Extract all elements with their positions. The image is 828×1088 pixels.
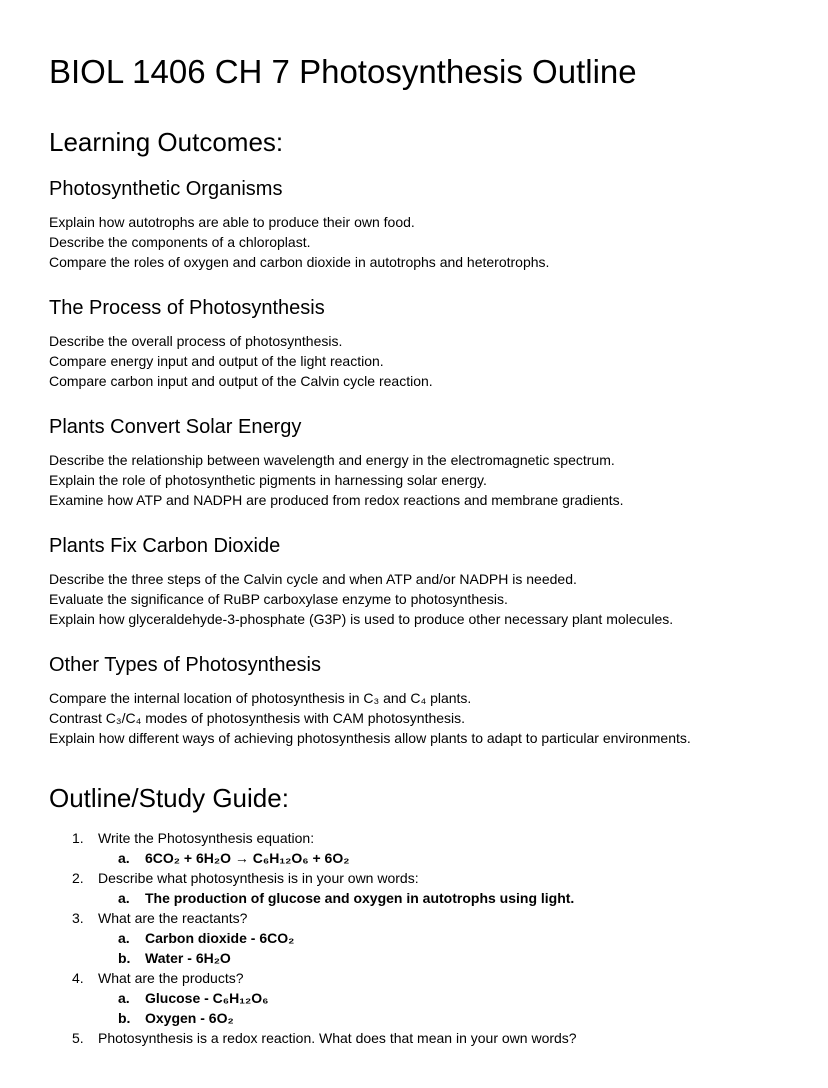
list-marker: b. bbox=[118, 950, 131, 966]
section-heading: Plants Convert Solar Energy bbox=[49, 416, 302, 438]
outline-subitem-text: Oxygen - 6O₂ bbox=[145, 1010, 234, 1026]
section-heading: The Process of Photosynthesis bbox=[49, 297, 325, 319]
outcome-line: Describe the overall process of photosynthesis. bbox=[49, 333, 343, 349]
outline-item bbox=[49, 908, 758, 928]
outcome-line: Contrast C₃/C₄ modes of photosynthesis with CAM photosynthesis. bbox=[49, 710, 466, 726]
outline-subitem bbox=[49, 948, 758, 968]
list-marker: 3. bbox=[72, 910, 84, 926]
outline-item bbox=[49, 868, 758, 888]
outline-item bbox=[49, 1028, 758, 1048]
outline-item bbox=[49, 968, 758, 988]
document-title: BIOL 1406 CH 7 Photosynthesis Outline bbox=[49, 53, 637, 90]
section-photosynthetic-organisms bbox=[49, 176, 758, 272]
outline-list bbox=[49, 828, 758, 1048]
outline-item-text: What are the products? bbox=[98, 970, 244, 986]
outline-item bbox=[49, 828, 758, 848]
list-marker: 1. bbox=[72, 830, 84, 846]
list-marker: b. bbox=[118, 1010, 131, 1026]
list-marker: a. bbox=[118, 890, 130, 906]
section-heading: Photosynthetic Organisms bbox=[49, 178, 283, 200]
section-heading: Other Types of Photosynthesis bbox=[49, 654, 322, 676]
outcome-line: Compare the roles of oxygen and carbon dioxide in autotrophs and heterotrophs. bbox=[49, 254, 550, 270]
outcome-line: Evaluate the significance of RuBP carboxylase enzyme to photosynthesis. bbox=[49, 591, 508, 607]
outline-item-text: Photosynthesis is a redox reaction. What does that mean in your own words? bbox=[98, 1030, 577, 1046]
outcome-line: Describe the components of a chloroplast. bbox=[49, 234, 311, 250]
section-plants-convert-solar-energy bbox=[49, 414, 758, 510]
outline-subitem bbox=[49, 928, 758, 948]
outline-subitem bbox=[49, 1008, 758, 1028]
section-other-types-of-photosynthesis bbox=[49, 652, 758, 748]
photosynthesis-equation: 6CO₂ + 6H₂O → C₆H₁₂O₆ + 6O₂ bbox=[145, 850, 350, 866]
outline-subitem bbox=[49, 848, 758, 868]
section-plants-fix-carbon-dioxide bbox=[49, 533, 758, 629]
outline-subitem bbox=[49, 888, 758, 908]
outcome-line: Describe the relationship between wavelength and energy in the electromagnetic spectrum. bbox=[49, 452, 615, 468]
outcome-line: Explain how different ways of achieving photosynthesis allow plants to adapt to particular environments. bbox=[49, 730, 691, 746]
outcome-line: Explain the role of photosynthetic pigments in harnessing solar energy. bbox=[49, 472, 487, 488]
outcome-line: Describe the three steps of the Calvin cycle and when ATP and/or NADPH is needed. bbox=[49, 571, 577, 587]
outline-subitem-text: Carbon dioxide - 6CO₂ bbox=[145, 930, 295, 946]
outline-item-text: Write the Photosynthesis equation: bbox=[98, 830, 315, 846]
outline-study-guide-heading: Outline/Study Guide: bbox=[49, 783, 289, 813]
list-marker: 5. bbox=[72, 1030, 84, 1046]
section-process-of-photosynthesis bbox=[49, 295, 758, 391]
outcome-line: Compare energy input and output of the light reaction. bbox=[49, 353, 384, 369]
outline-subitem bbox=[49, 988, 758, 1008]
outline-subitem-text: The production of glucose and oxygen in autotrophs using light. bbox=[145, 890, 575, 906]
outline-subitem-text: Water - 6H₂O bbox=[145, 950, 231, 966]
outcome-line: Compare the internal location of photosynthesis in C₃ and C₄ plants. bbox=[49, 690, 472, 706]
outline-item-text: Describe what photosynthesis is in your own words: bbox=[98, 870, 419, 886]
outline-item-text: What are the reactants? bbox=[98, 910, 248, 926]
list-marker: 2. bbox=[72, 870, 84, 886]
learning-outcomes-heading: Learning Outcomes: bbox=[49, 127, 284, 157]
outline-subitem-text: Glucose - C₆H₁₂O₆ bbox=[145, 990, 269, 1006]
outcome-line: Explain how autotrophs are able to produce their own food. bbox=[49, 214, 415, 230]
outcome-line: Compare carbon input and output of the Calvin cycle reaction. bbox=[49, 373, 433, 389]
list-marker: a. bbox=[118, 990, 130, 1006]
list-marker: a. bbox=[118, 930, 130, 946]
outcome-line: Explain how glyceraldehyde-3-phosphate (G3P) is used to produce other necessary plant molecules. bbox=[49, 611, 674, 627]
list-marker: a. bbox=[118, 850, 130, 866]
outcome-line: Examine how ATP and NADPH are produced from redox reactions and membrane gradients. bbox=[49, 492, 624, 508]
section-heading: Plants Fix Carbon Dioxide bbox=[49, 535, 281, 557]
list-marker: 4. bbox=[72, 970, 84, 986]
